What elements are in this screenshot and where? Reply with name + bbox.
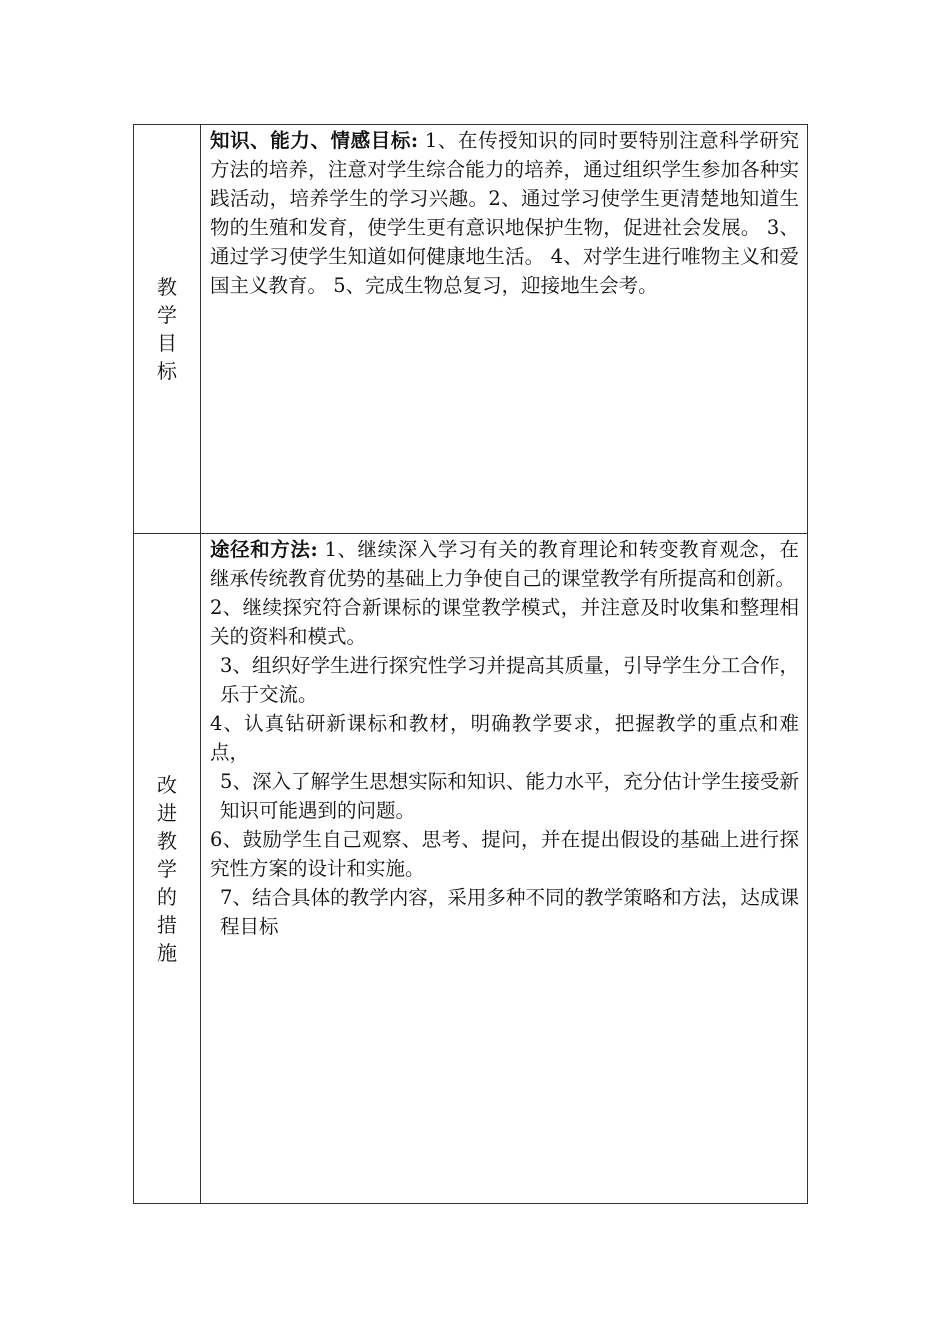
goals-paragraph — [210, 126, 799, 300]
measure-item: 6、鼓励学生自己观察、思考、提问，并在提出假设的基础上进行探究性方案的设计和实施。 — [210, 828, 799, 880]
measures-intro-paragraph — [210, 535, 799, 593]
goals-text: 1、在传授知识的同时要特别注意科学研究方法的培养，注意对学生综合能力的培养，通过组织学生参加各种实践活动，培养学生的学习兴趣。2、通过学习使学生更清楚地知道生物的生殖和发育，使学生更有意识地保护生物，促进社会发展。 3、通过学习使学生知道如何健康地生活。 4、对学生进行唯物主义和爱国主义教育。 5、完成生物总复习，迎接地生会考。 — [210, 129, 799, 297]
measure-item: 2、继续探究符合新课标的课堂教学模式，并注意及时收集和整理相关的资料和模式。 — [210, 596, 799, 648]
measure-item: 4、认真钻研新课标和教材，明确教学要求，把握教学的重点和难点， — [210, 712, 799, 764]
measures-intro-text: 1、继续深入学习有关的教育理论和转变教育观念，在继承传统教育优势的基础上力争使自己的课堂教学有所提高和创新。 — [210, 538, 799, 590]
row-label-teaching-goals: 教学目标 — [157, 275, 177, 383]
row-label-cell — [134, 125, 201, 534]
measure-item: 7、结合具体的教学内容，采用多种不同的教学策略和方法，达成课程目标 — [220, 886, 799, 938]
measure-item: 5、深入了解学生思想实际和知识、能力水平，充分估计学生接受新知识可能遇到的问题。 — [220, 770, 799, 822]
row-label-improvement-measures: 改进教学的措施 — [157, 772, 177, 965]
measure-item: 3、组织好学生进行探究性学习并提高其质量，引导学生分工合作，乐于交流。 — [220, 654, 799, 706]
measures-lead: 途径和方法: — [210, 538, 318, 561]
table-row-improvement-measures — [134, 534, 808, 1204]
row-content-cell — [201, 125, 808, 534]
row-label-cell — [134, 534, 201, 1204]
table-row-teaching-goals — [134, 125, 808, 534]
plan-table — [133, 124, 808, 1204]
row-content-cell — [201, 534, 808, 1204]
goals-lead: 知识、能力、情感目标: — [210, 129, 419, 152]
